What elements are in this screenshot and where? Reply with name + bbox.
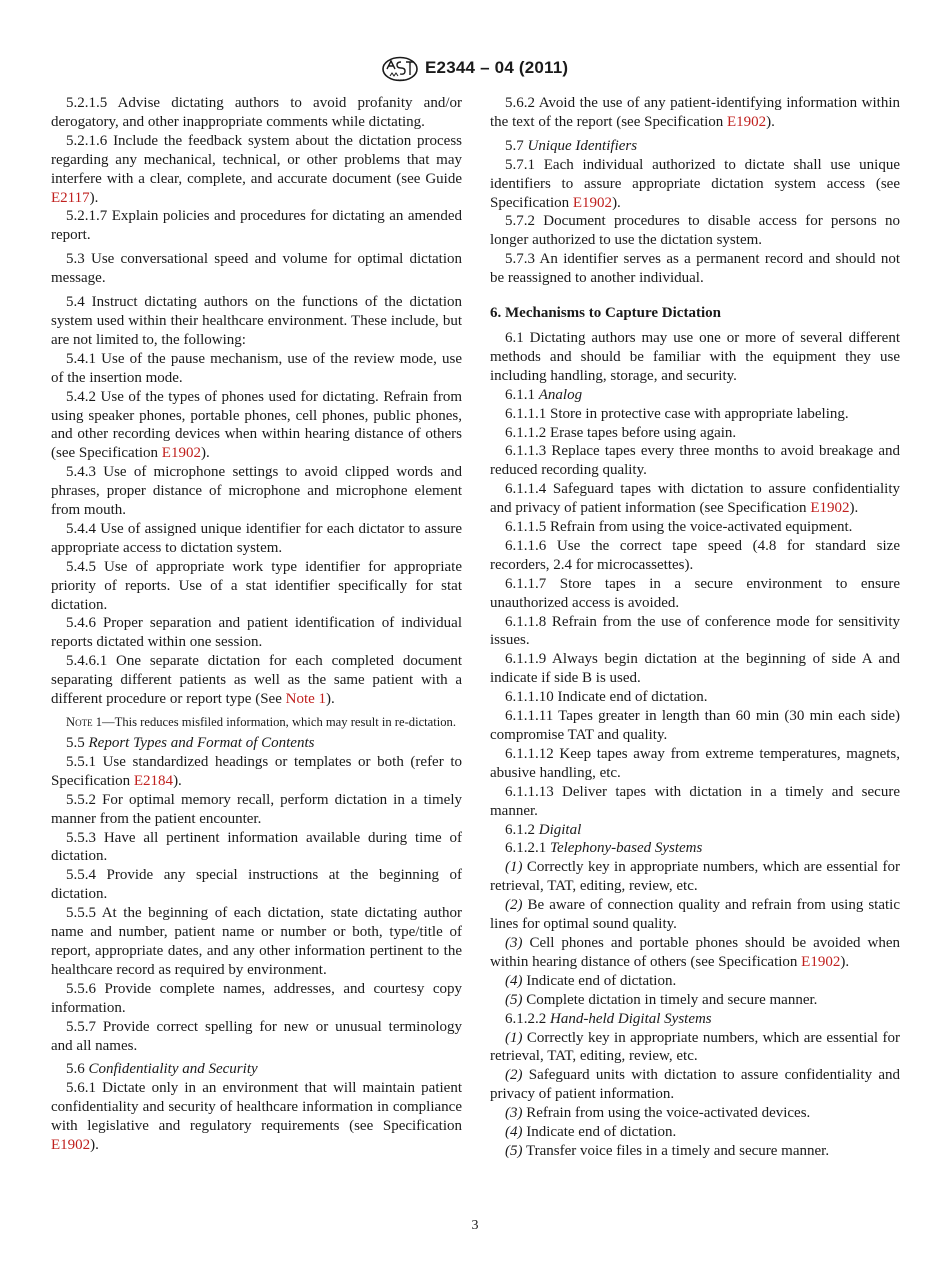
item-number: (5) bbox=[505, 991, 523, 1008]
para-6-1-2 bbox=[490, 821, 900, 840]
para-5-4-6 bbox=[51, 614, 462, 652]
para-6-1-1-13 bbox=[490, 783, 900, 821]
para-text: 6.1.1.12 Keep tapes away from extreme temperatures, magnets, abusive handling, etc. bbox=[490, 745, 900, 781]
para-5-7-1 bbox=[490, 156, 900, 213]
para-6-1-1-4 bbox=[490, 480, 900, 518]
para-text: 5.5.3 Have all pertinent information available during time of dictation. bbox=[51, 829, 462, 865]
note-text: —This reduces misfiled information, which may result in re-dictation. bbox=[102, 715, 456, 729]
subsection-title: Hand-held Digital Systems bbox=[550, 1010, 712, 1027]
para-6-1-1-12 bbox=[490, 745, 900, 783]
para-text: 5.4.5 Use of appropriate work type identifier for appropriate priority of reports. Use of a stat identifier specifically for stat dictation. bbox=[51, 558, 462, 613]
item-handheld-3 bbox=[490, 1104, 900, 1123]
para-5-4 bbox=[51, 293, 462, 350]
para-text: ). bbox=[612, 194, 621, 211]
para-text: 5.5.5 At the beginning of each dictation, state dictating author name and number, patient name or number or both, type/title of report, appropriate dates, and any other information pertinent to the healthcare record as required by environment. bbox=[51, 905, 462, 978]
subsection-title: Digital bbox=[538, 821, 582, 838]
para-5-4-6-1 bbox=[51, 652, 462, 709]
para-text: ). bbox=[90, 1137, 99, 1154]
item-handheld-5 bbox=[490, 1142, 900, 1161]
subsection-title: Report Types and Format of Contents bbox=[88, 735, 315, 751]
para-text: 5.2.1.7 Explain policies and procedures for dictating an amended report. bbox=[51, 208, 462, 244]
section-number: 6.1.2.2 bbox=[505, 1010, 547, 1027]
para-text: 5.5.6 Provide complete names, addresses, and courtesy copy information. bbox=[51, 980, 462, 1016]
para-text: ). bbox=[849, 500, 859, 517]
para-6-1-1-11 bbox=[490, 707, 900, 745]
para-6-1-1 bbox=[490, 386, 900, 405]
logo-text: ASTM bbox=[395, 78, 405, 82]
para-5-3 bbox=[51, 250, 462, 288]
para-text: 6.1.1.8 Refrain from the use of conference mode for sensitivity issues. bbox=[490, 613, 900, 649]
item-handheld-4 bbox=[490, 1123, 900, 1142]
para-text: 6.1.1.7 Store tapes in a secure environment to ensure unauthorized access is avoided. bbox=[490, 575, 900, 611]
ref-link-e2117[interactable]: E2117 bbox=[51, 189, 90, 206]
para-text: 6.1.1.5 Refrain from using the voice-activated equipment. bbox=[505, 519, 853, 536]
para-5-5-3 bbox=[51, 829, 462, 867]
para-6-1-2-1 bbox=[490, 839, 900, 858]
para-6-1-1-3 bbox=[490, 442, 900, 480]
item-telephony-4 bbox=[490, 972, 900, 991]
para-text: Cell phones and portable phones should be avoided when within hearing distance of others (see Specification bbox=[490, 934, 900, 970]
para-text: 5.4 Instruct dictating authors on the functions of the dictation system used within their healthcare environment. These include, but are not limited to, the following: bbox=[51, 294, 462, 348]
item-number: (5) bbox=[505, 1142, 523, 1159]
para-text: 5.4.1 Use of the pause mechanism, use of the review mode, use of the insertion mode. bbox=[51, 350, 462, 386]
para-5-2-1-5 bbox=[51, 94, 462, 132]
para-text: ). bbox=[766, 113, 775, 130]
item-handheld-2 bbox=[490, 1066, 900, 1104]
note-1 bbox=[51, 714, 462, 730]
para-text: 5.4.4 Use of assigned unique identifier for each dictator to assure appropriate access to dictation system. bbox=[51, 520, 462, 556]
para-6-1 bbox=[490, 329, 900, 386]
para-5-2-1-6 bbox=[51, 132, 462, 208]
para-6-1-1-6 bbox=[490, 537, 900, 575]
para-text: 5.4.6 Proper separation and patient identification of individual reports dictated within one session. bbox=[51, 615, 462, 651]
para-5-4-2 bbox=[51, 388, 462, 464]
para-text: 5.7.3 An identifier serves as a permanent record and should not be reassigned to another individual. bbox=[490, 251, 900, 287]
para-text: ). bbox=[89, 189, 99, 206]
document-designation: E2344 – 04 (2011) bbox=[425, 58, 569, 77]
subsection-title: Confidentiality and Security bbox=[88, 1061, 258, 1078]
ref-link-e1902[interactable]: E1902 bbox=[801, 953, 841, 970]
para-text: Correctly key in appropriate numbers, which are essential for retrieval, TAT, editing, review, etc. bbox=[490, 859, 900, 895]
para-5-5-4 bbox=[51, 866, 462, 904]
item-handheld-1 bbox=[490, 1029, 900, 1067]
section-number: 6.1.2.1 bbox=[505, 840, 547, 857]
item-number: (2) bbox=[505, 897, 523, 914]
para-5-5-7 bbox=[51, 1018, 462, 1056]
item-number: (3) bbox=[505, 1105, 523, 1122]
para-text: Refrain from using the voice-activated devices. bbox=[522, 1105, 811, 1122]
para-text: 5.5.4 Provide any special instructions at the beginning of dictation. bbox=[51, 867, 462, 903]
para-text: Be aware of connection quality and refrain from using static lines for optimal sound quality. bbox=[490, 897, 900, 933]
para-text: 5.7.1 Each individual authorized to dictate shall use unique identifiers to assure appropriate dictation system access (see Specification bbox=[490, 156, 900, 211]
ref-link-e1902[interactable]: E1902 bbox=[572, 194, 613, 211]
para-text: 5.4.6.1 One separate dictation for each completed document separating different patients as well as the same patient with a different procedure or report type (See bbox=[51, 653, 462, 708]
ref-link-e2184[interactable]: E2184 bbox=[133, 772, 174, 789]
para-5-2-1-7 bbox=[51, 207, 462, 245]
para-5-6 bbox=[51, 1060, 462, 1079]
item-number: (1) bbox=[505, 859, 523, 876]
ref-link-e1902[interactable]: E1902 bbox=[727, 113, 767, 130]
para-text: Safeguard units with dictation to assure confidentiality and privacy of patient information. bbox=[490, 1067, 900, 1103]
para-5-5-1 bbox=[51, 753, 462, 791]
item-number: (4) bbox=[505, 1124, 523, 1141]
para-text: 6.1.1.11 Tapes greater in length than 60 min (30 min each side) compromise TAT and quality. bbox=[490, 708, 900, 743]
ref-link-e1902[interactable]: E1902 bbox=[51, 1137, 91, 1154]
para-text: 6.1.1.3 Replace tapes every three months to avoid breakage and reduced recording quality. bbox=[490, 443, 900, 479]
para-text: 6.1.1.9 Always begin dictation at the beginning of side A and indicate if side B is used. bbox=[490, 651, 900, 687]
para-5-7-2 bbox=[490, 212, 900, 250]
para-text: ). bbox=[326, 691, 335, 708]
subsection-title: Unique Identifiers bbox=[527, 137, 638, 154]
para-6-1-1-10 bbox=[490, 688, 900, 707]
item-number: (3) bbox=[505, 934, 523, 951]
para-text: 5.7.2 Document procedures to disable access for persons no longer authorized to use the dictation system. bbox=[490, 213, 900, 249]
para-text: Indicate end of dictation. bbox=[522, 1124, 677, 1141]
section-number: 5.6 bbox=[66, 1061, 85, 1078]
para-text: 5.5.2 For optimal memory recall, perform dictation in a timely manner from the patient encounter. bbox=[51, 791, 462, 827]
para-text: 5.5.7 Provide correct spelling for new or unusual terminology and all names. bbox=[51, 1018, 462, 1054]
right-column bbox=[490, 94, 900, 1161]
para-text: 6.1.1.4 Safeguard tapes with dictation to assure confidentiality and privacy of patient information (see Specification bbox=[490, 481, 900, 517]
para-5-4-5 bbox=[51, 558, 462, 615]
para-text: 5.5.1 Use standardized headings or templates or both (refer to Specification bbox=[51, 753, 462, 789]
para-5-4-1 bbox=[51, 350, 462, 388]
item-telephony-3 bbox=[490, 934, 900, 972]
page-header bbox=[0, 56, 950, 84]
section-number: 6.1.2 bbox=[505, 821, 535, 838]
para-5-7 bbox=[490, 137, 900, 156]
ref-link-note-1[interactable]: Note 1 bbox=[285, 691, 327, 708]
item-number: (4) bbox=[505, 972, 523, 989]
para-text: 5.3 Use conversational speed and volume for optimal dictation message. bbox=[51, 251, 462, 287]
para-5-5-5 bbox=[51, 904, 462, 980]
para-5-4-3 bbox=[51, 463, 462, 520]
item-telephony-5 bbox=[490, 991, 900, 1010]
item-telephony-1 bbox=[490, 858, 900, 896]
para-text: 5.2.1.6 Include the feedback system about the dictation process regarding any mechanical, technical, or other problems that may interfere with a clear, complete, and accurate document (see Guide bbox=[51, 132, 462, 187]
para-5-5 bbox=[51, 734, 462, 753]
para-text: 6.1.1.10 Indicate end of dictation. bbox=[505, 689, 708, 706]
para-5-6-2 bbox=[490, 94, 900, 132]
para-text: 6.1.1.1 Store in protective case with appropriate labeling. bbox=[505, 405, 849, 422]
para-text: ). bbox=[840, 953, 850, 970]
item-number: (1) bbox=[505, 1029, 523, 1046]
astm-logo-icon bbox=[381, 56, 419, 82]
para-5-4-4 bbox=[51, 520, 462, 558]
para-6-1-1-8 bbox=[490, 613, 900, 651]
para-text: 6.1.1.2 Erase tapes before using again. bbox=[505, 424, 737, 441]
para-text: Indicate end of dictation. bbox=[522, 972, 677, 989]
para-text: 5.6.2 Avoid the use of any patient-identifying information within the text of the report (see Specification bbox=[490, 95, 900, 130]
para-5-5-6 bbox=[51, 980, 462, 1018]
para-text: Transfer voice files in a timely and secure manner. bbox=[522, 1142, 830, 1159]
ref-link-e1902[interactable]: E1902 bbox=[161, 445, 201, 462]
para-5-7-3 bbox=[490, 250, 900, 288]
left-column bbox=[51, 94, 462, 1155]
para-6-1-1-5 bbox=[490, 518, 900, 537]
para-text: 6.1.1.6 Use the correct tape speed (4.8 for standard size recorders, 2.4 for microcassettes). bbox=[490, 537, 900, 573]
para-text: 5.4.2 Use of the types of phones used for dictating. Refrain from using speaker phones, portable phones, cell phones, public phones, and other recording devices when within hearing distance of others (see Specification bbox=[51, 388, 462, 462]
section-number: 5.5 bbox=[66, 735, 85, 751]
subsection-title: Telephony-based Systems bbox=[550, 840, 703, 857]
para-text: 5.4.3 Use of microphone settings to avoid clipped words and phrases, proper distance of microphone and microphone element from mouth. bbox=[51, 464, 462, 519]
note-label: Note 1 bbox=[66, 715, 103, 729]
section-number: 5.7 bbox=[505, 137, 524, 154]
item-telephony-2 bbox=[490, 896, 900, 934]
para-text: 5.6.1 Dictate only in an environment that will maintain patient confidentiality and security of healthcare information in compliance with legislative and regulatory requirements (see Specification bbox=[51, 1080, 462, 1135]
para-6-1-1-2 bbox=[490, 424, 900, 443]
item-number: (2) bbox=[505, 1067, 523, 1084]
para-6-1-1-7 bbox=[490, 575, 900, 613]
para-text: Complete dictation in timely and secure manner. bbox=[522, 991, 818, 1008]
para-text: 5.2.1.5 Advise dictating authors to avoid profanity and/or derogatory, and other inappropriate comments while dictating. bbox=[51, 95, 462, 130]
subsection-title: Analog bbox=[538, 386, 583, 403]
para-text: 6.1.1.13 Deliver tapes with dictation in a timely and secure manner. bbox=[490, 783, 900, 819]
page-number: 3 bbox=[471, 1218, 479, 1233]
para-6-1-1-1 bbox=[490, 405, 900, 424]
section-number: 6.1.1 bbox=[505, 386, 535, 403]
para-5-6-1 bbox=[51, 1079, 462, 1155]
para-text: 6.1 Dictating authors may use one or more of several different methods and should be familiar with the equipment they use including handling, storage, and security. bbox=[490, 329, 900, 384]
para-text: ). bbox=[200, 445, 210, 462]
para-text: Correctly key in appropriate numbers, which are essential for retrieval, TAT, editing, review, etc. bbox=[490, 1029, 900, 1065]
ref-link-e1902[interactable]: E1902 bbox=[810, 500, 850, 517]
para-6-1-2-2 bbox=[490, 1010, 900, 1029]
para-text: ). bbox=[173, 772, 182, 789]
section-6-heading: 6. Mechanisms to Capture Dictation bbox=[490, 305, 721, 322]
para-5-5-2 bbox=[51, 791, 462, 829]
para-6-1-1-9 bbox=[490, 650, 900, 688]
